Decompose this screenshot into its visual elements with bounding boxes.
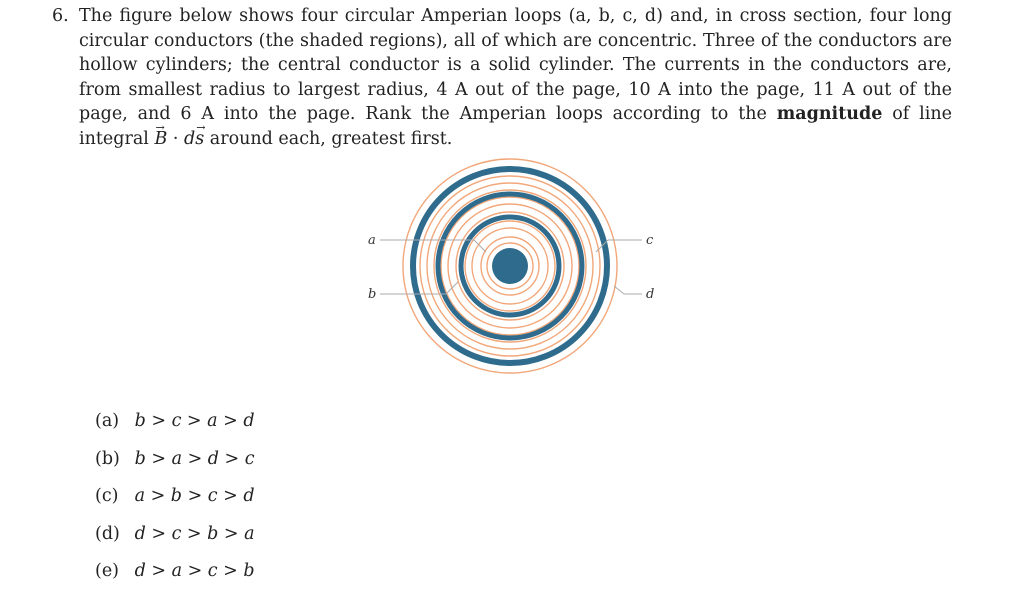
question <box>52 4 952 151</box>
choice-label: (e) <box>95 561 120 581</box>
dot-operator: · <box>167 128 185 149</box>
question-text-part2: of line integral <box>79 104 952 149</box>
choice-answer: b > c > a > d <box>134 411 255 431</box>
label-b: b <box>368 287 377 302</box>
question-text <box>79 4 952 151</box>
choice-answer: b > a > d > c <box>134 448 255 469</box>
choice-b[interactable] <box>95 446 255 484</box>
choice-c[interactable] <box>95 483 255 521</box>
choice-label: (d) <box>95 523 120 544</box>
choice-answer: a > b > c > d <box>134 486 255 506</box>
question-text-part1: The figure below shows four circular Amperian loops (a, b, c, d) and, in cross section, four long circular conductors (the shaded regions), all of which are concentric. Three of the conductors are hollow cylinders; the central conductor is a solid cylinder. The currents in the conductors are, from smallest radius to largest radius, 4 A out of the page, 10 A into the page, 11 A out of the page, and 6 A into the page. Rank the Amperian loops according to the <box>79 6 952 124</box>
choice-a[interactable] <box>95 408 255 446</box>
leader-line-b-diag <box>446 282 458 294</box>
ds-d: d <box>184 128 196 149</box>
label-d: d <box>646 287 655 302</box>
choice-d[interactable] <box>95 521 255 559</box>
choice-e[interactable] <box>95 558 255 596</box>
choice-answer: d > c > b > a <box>134 523 255 544</box>
choice-label: (b) <box>95 448 120 469</box>
choice-answer: d > a > c > b <box>134 561 255 581</box>
choice-label: (a) <box>95 411 120 431</box>
choice-label: (c) <box>95 486 119 506</box>
label-a: a <box>368 233 376 248</box>
question-bold-word: magnitude <box>776 104 883 124</box>
conductor-solid-center <box>492 248 528 284</box>
vector-b: → B <box>154 127 167 152</box>
question-number: 6. <box>52 6 69 26</box>
amperian-loops-figure <box>360 150 680 390</box>
vector-s: → s <box>195 127 204 152</box>
label-c: c <box>646 233 654 248</box>
question-text-part3: around each, greatest first. <box>209 128 453 149</box>
leader-line-d-diag <box>614 286 624 294</box>
answer-choices <box>95 408 255 596</box>
